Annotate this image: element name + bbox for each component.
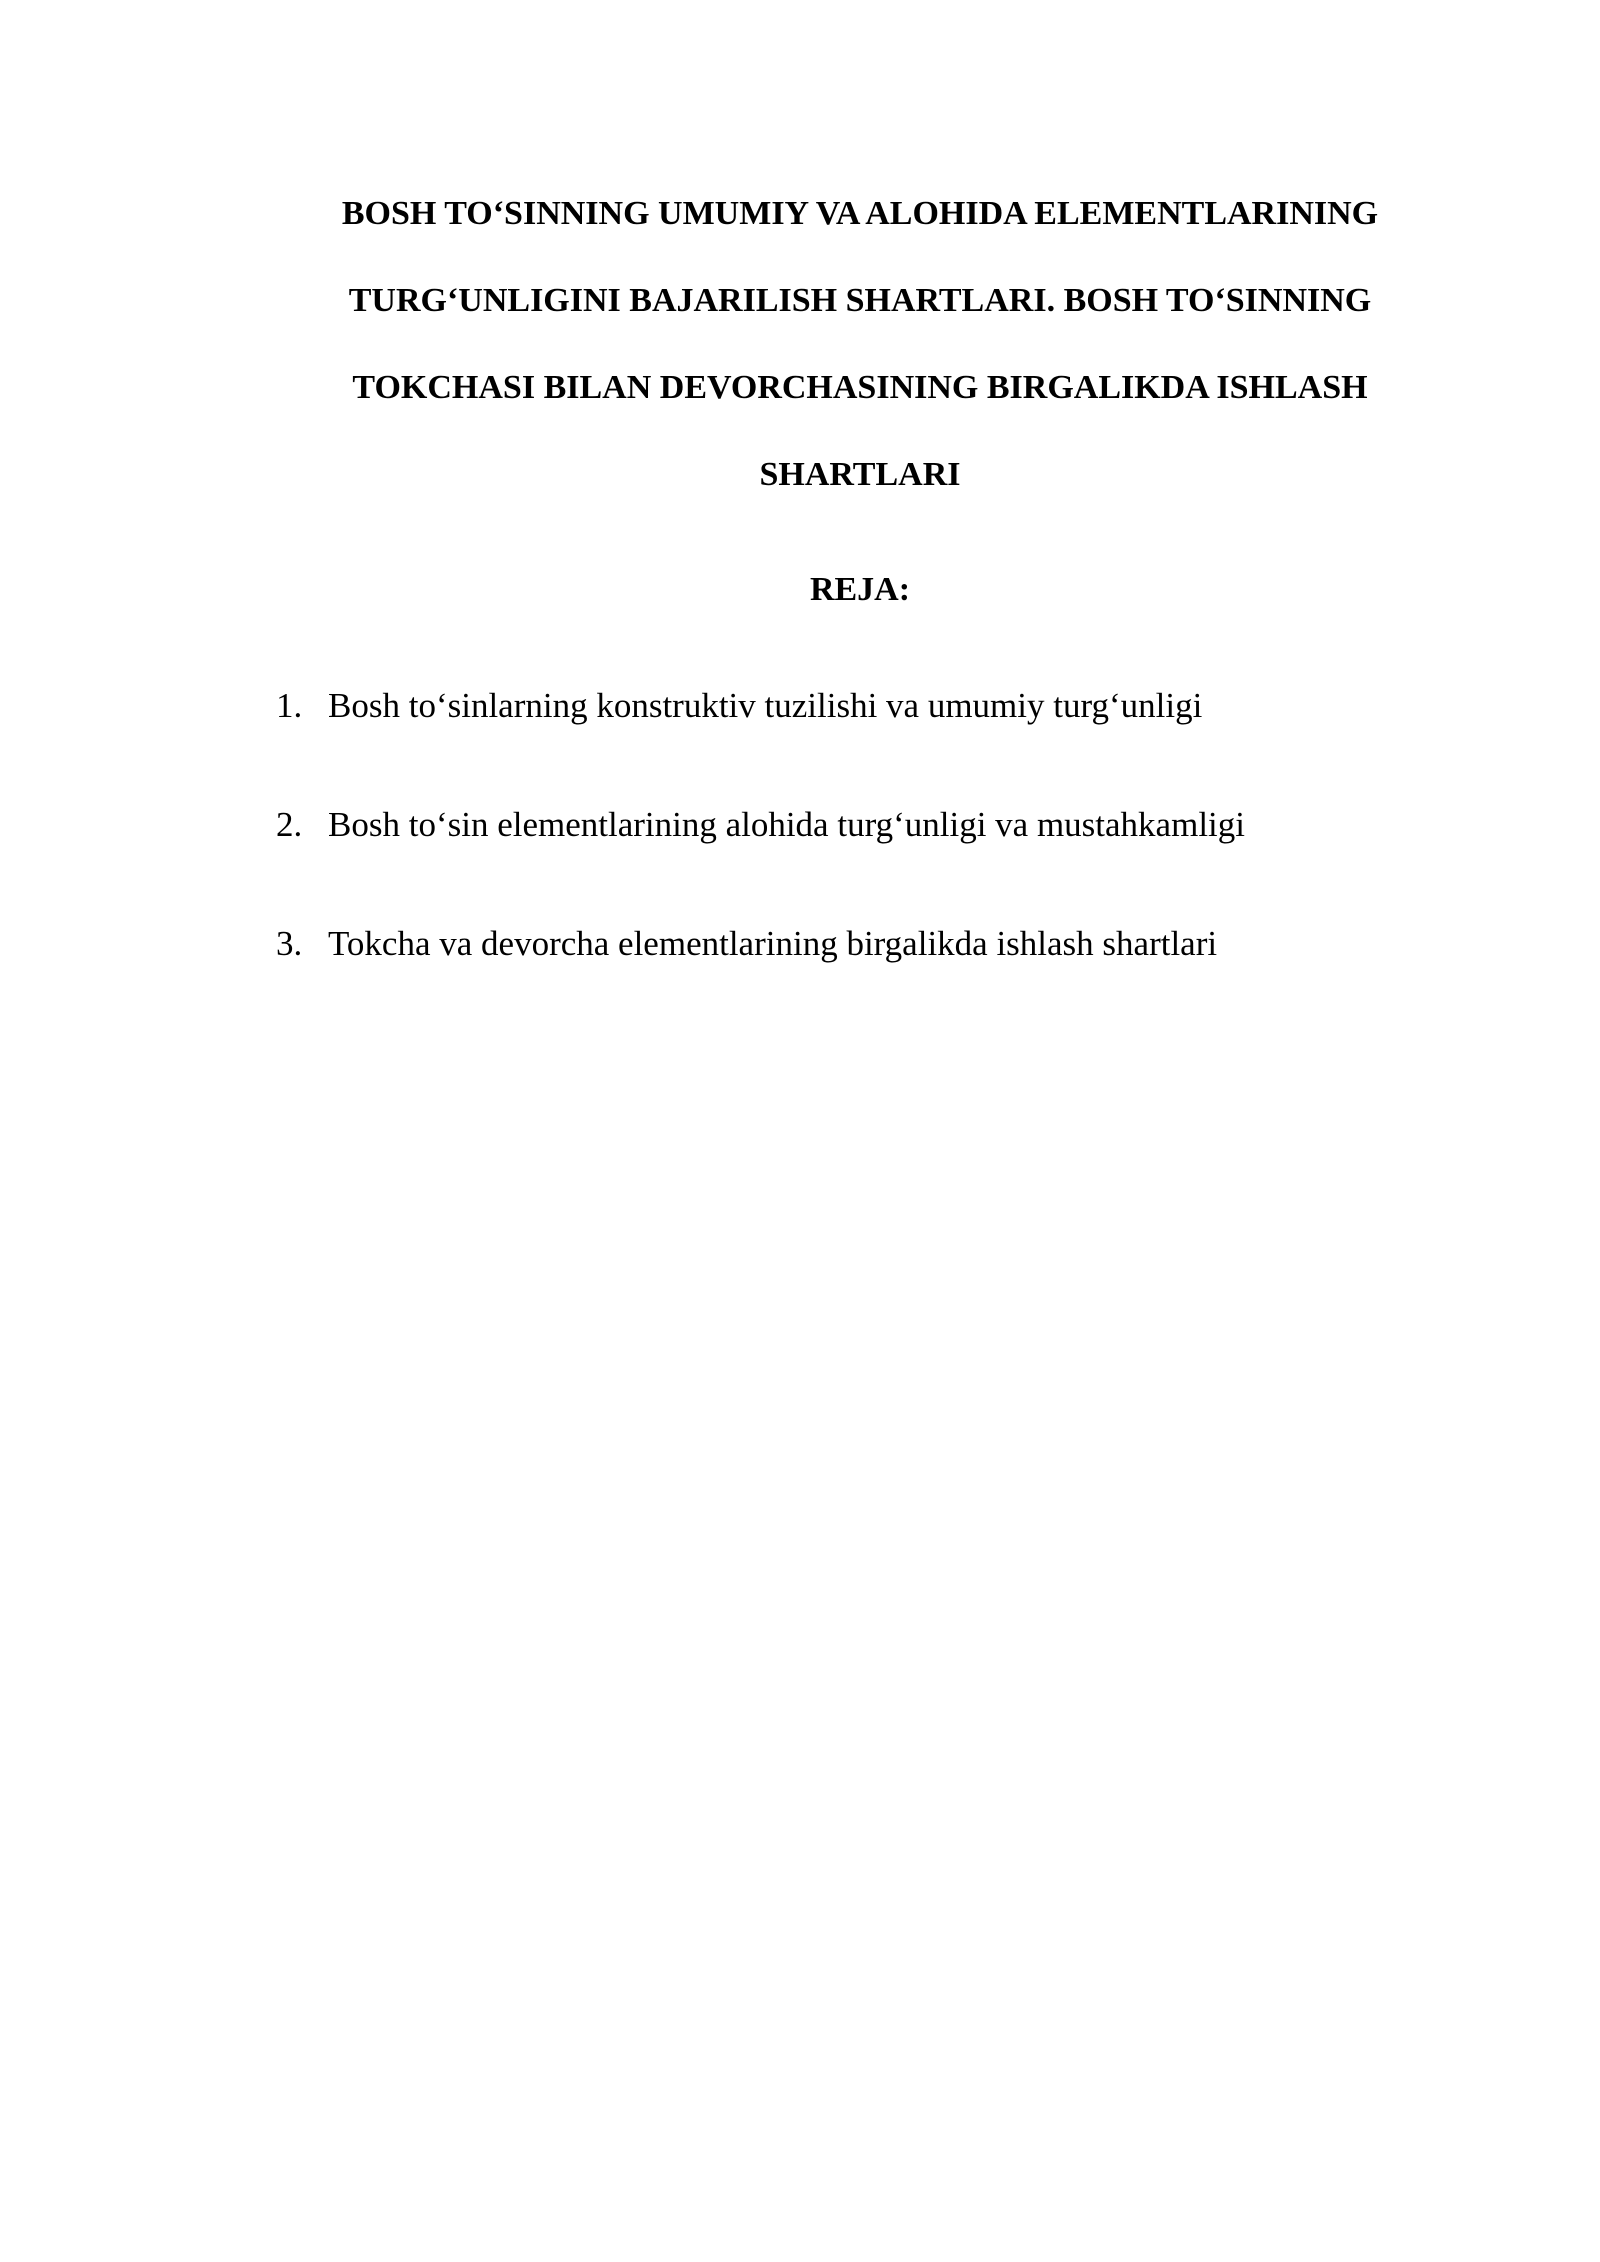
title-line-2: TURG‘UNLIGINI BAJARILISH SHARTLARI. BOSH TO‘SINNING bbox=[348, 282, 1372, 319]
title-line-4: SHARTLARI bbox=[759, 456, 961, 493]
plan-item-1 bbox=[276, 676, 1426, 736]
document-title bbox=[270, 170, 1450, 518]
plan-item-text: Tokcha va devorcha elementlarining birgalikda ishlash shartlari bbox=[328, 924, 1218, 963]
plan-item-3 bbox=[276, 914, 1426, 974]
plan-item-text: Bosh to‘sin elementlarining alohida turg‘unligi va mustahkamligi bbox=[328, 805, 1245, 844]
plan-list bbox=[276, 676, 1426, 1033]
title-line-3: TOKCHASI BILAN DEVORCHASINING BIRGALIKDA ISHLASH bbox=[352, 369, 1368, 406]
plan-item-text: Bosh to‘sinlarning konstruktiv tuzilishi va umumiy turg‘unligi bbox=[328, 686, 1203, 725]
plan-heading: REJA: bbox=[809, 571, 911, 608]
plan-item-number: 2. bbox=[276, 805, 303, 844]
plan-item-2 bbox=[276, 795, 1426, 855]
plan-item-number: 3. bbox=[276, 924, 303, 963]
plan-item-number: 1. bbox=[276, 686, 303, 725]
title-line-1: BOSH TO‘SINNING UMUMIY VA ALOHIDA ELEMENTLARINING bbox=[341, 195, 1379, 232]
